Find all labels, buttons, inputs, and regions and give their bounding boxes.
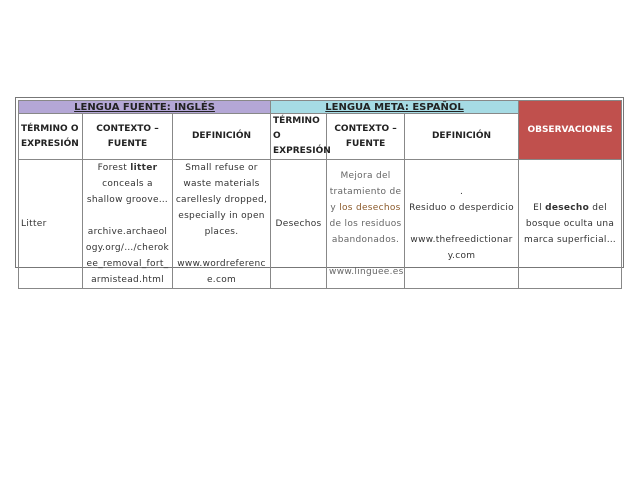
entry-row <box>19 160 622 289</box>
source-definition-url: www.wordreference.com <box>177 259 266 285</box>
source-context-cell <box>83 160 173 289</box>
target-context-header <box>327 114 405 160</box>
source-term-cell: Litter <box>19 160 83 289</box>
term-header-line1: TÉRMINO O <box>21 123 79 134</box>
terminology-grid <box>18 100 622 289</box>
target-definition-text: Residuo o desperdicio <box>409 203 514 213</box>
target-context-text: Mejora del tratamiento de y <box>329 171 402 213</box>
target-definition-cell <box>405 160 519 289</box>
source-term-header <box>19 114 83 160</box>
terminology-table <box>15 97 624 285</box>
observations-header: OBSERVACIONES <box>519 101 622 160</box>
context-header-line1: CONTEXTO – <box>334 123 397 134</box>
source-context-prefix: Forest <box>97 163 131 173</box>
target-term-header <box>271 114 331 160</box>
term-header-line2: EXPRESIÓN <box>21 138 79 149</box>
context-header-line2: FUENTE <box>345 138 386 149</box>
observations-cell <box>519 160 622 289</box>
group-header-row <box>19 101 622 114</box>
observations-text: del bosque oculta una marca superficial… <box>524 203 617 245</box>
context-header-line1: CONTEXTO – <box>96 123 159 134</box>
source-context-text: conceals a shallow groove… <box>86 179 169 205</box>
context-header-line2: FUENTE <box>107 138 148 149</box>
observations-prefix: El <box>533 203 546 213</box>
source-definition-text: Small refuse or waste materials carellesly dropped, especially in open places. <box>175 163 268 237</box>
source-context-header <box>83 114 173 160</box>
target-definition-dot: . <box>459 187 464 197</box>
term-header-line1: TÉRMINO O <box>273 116 320 141</box>
source-definition-header: DEFINICIÓN <box>173 114 271 160</box>
source-definition-cell <box>173 160 271 289</box>
source-language-header: LENGUA FUENTE: INGLÉS <box>19 101 271 114</box>
target-term-cell: Desechos <box>271 160 327 289</box>
observations-keyword: desecho <box>545 203 590 213</box>
term-header-line2: EXPRESIÓN <box>273 146 331 156</box>
target-context-highlight: los desechos <box>339 203 401 213</box>
target-language-header: LENGUA META: ESPAÑOL <box>271 101 519 114</box>
target-context-cell <box>327 160 405 289</box>
target-context-url: www.linguee.es <box>329 267 404 277</box>
target-context-rest: de los residuos abandonados. <box>329 219 402 245</box>
target-definition-header: DEFINICIÓN <box>405 114 519 160</box>
source-context-url: archive.archaeology.org/…/cherokee_removal_fort_armistead.html <box>85 227 170 285</box>
target-definition-url: www.thefreedictionary.com <box>410 235 513 261</box>
source-context-keyword: litter <box>130 163 158 173</box>
